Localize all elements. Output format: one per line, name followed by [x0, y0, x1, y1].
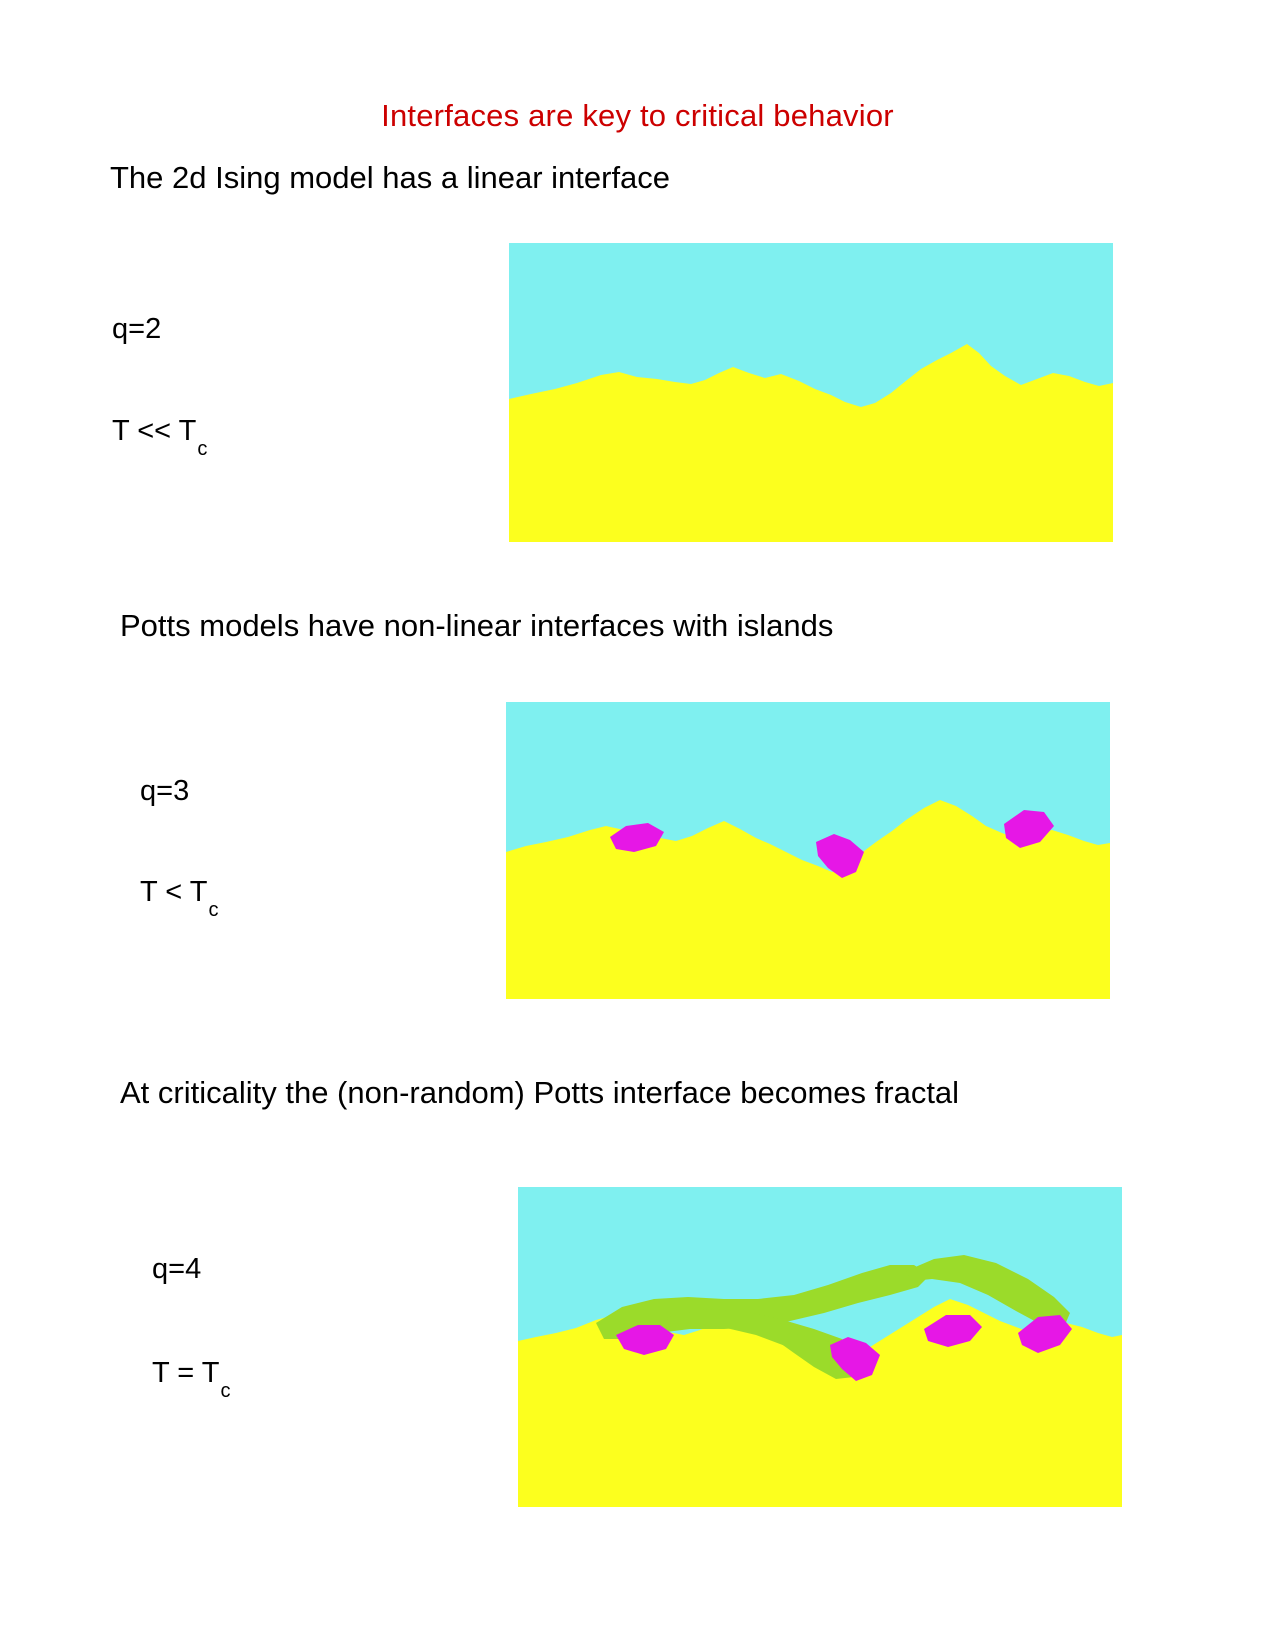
panel-potts-q3: [506, 702, 1110, 999]
label-temperature-ising-main: T << T: [112, 415, 197, 447]
label-temperature-potts-sub: c: [208, 898, 219, 921]
page-title: Interfaces are key to critical behavior: [381, 98, 894, 133]
label-q-fractal: q=4: [152, 1253, 202, 1285]
label-temperature-ising: [112, 415, 208, 460]
label-temperature-fractal-sub: c: [220, 1379, 231, 1402]
label-q-ising: q=2: [112, 313, 162, 345]
panel-ising-q2: [509, 243, 1113, 542]
section-heading-fractal: At criticality the (non-random) Potts interface becomes fractal: [120, 1075, 960, 1110]
label-temperature-potts-main: T < T: [140, 876, 208, 908]
section-heading-potts: Potts models have non-linear interfaces with islands: [120, 608, 834, 643]
label-temperature-fractal: [152, 1357, 231, 1402]
label-q-potts: q=3: [140, 775, 190, 807]
label-temperature-ising-sub: c: [197, 437, 208, 460]
section-heading-ising: The 2d Ising model has a linear interface: [110, 160, 671, 195]
panel-potts-q4: [518, 1187, 1122, 1507]
label-temperature-potts: [140, 876, 219, 921]
label-temperature-fractal-main: T = T: [152, 1357, 220, 1389]
